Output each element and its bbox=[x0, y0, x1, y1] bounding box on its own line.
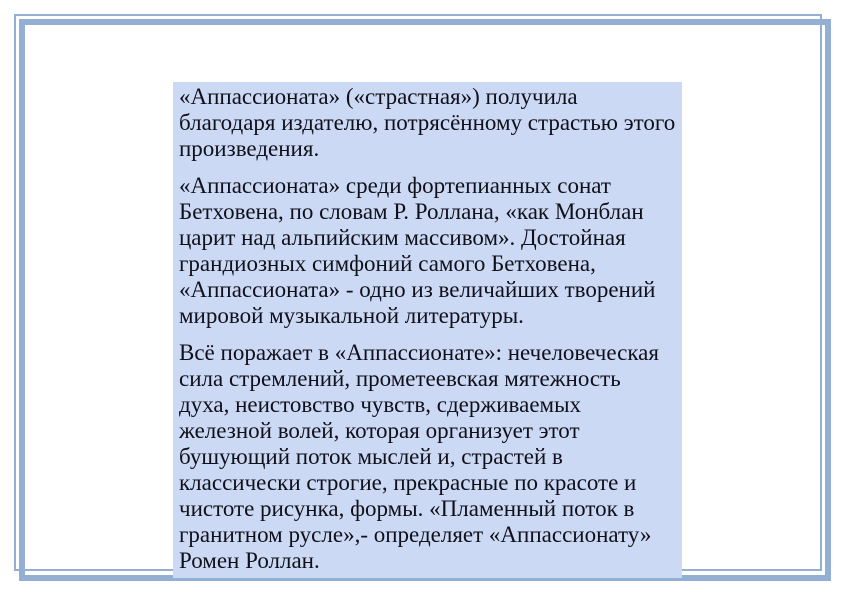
content-text-block bbox=[173, 82, 682, 578]
paragraph-appassionata-name-origin: «Аппассионата» («страстная») получила благодаря издателю, потрясённому страстью этого произведения. bbox=[179, 84, 676, 161]
paragraph-rolland-montblanc-quote: «Аппассионата» среди фортепианных сонат Бетховена, по словам Р. Роллана, «как Монблан царит над альпийским массивом». Достойная грандиозных симфоний самого Бетховена, «Аппассионата» - одно из величайших творений мировой музыкальной литературы. bbox=[179, 173, 656, 328]
paragraph-appassionata-character: Всё поражает в «Аппассионате»: нечеловеческая сила стремлений, прометеевская мятежность духа, неистовство чувств, сдерживаемых железной волей, которая организует этот бушующий поток мыслей и, страстей в классически строгие, прекрасные по красоте и чистоте рисунка, формы. «Пламенный поток в гранитном русле»,- определяет «Аппассионату» Ромен Роллан. bbox=[179, 340, 659, 573]
